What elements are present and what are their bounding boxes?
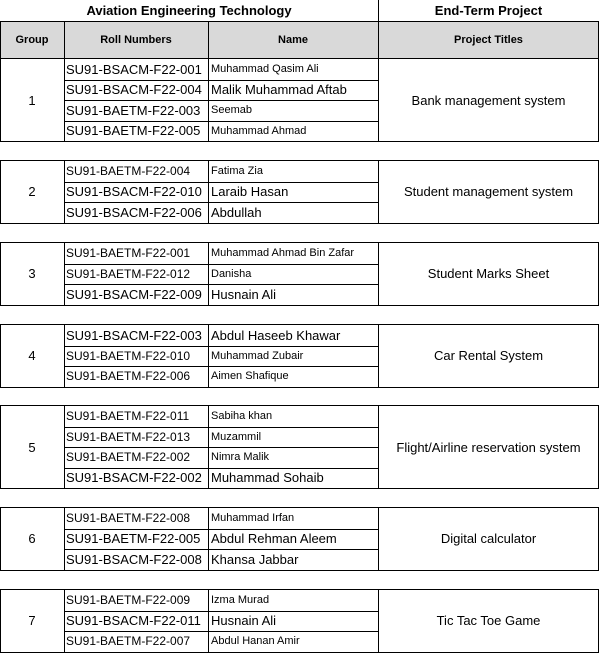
grid-line bbox=[0, 507, 599, 508]
project-title: Tic Tac Toe Game bbox=[436, 613, 541, 629]
grid-line bbox=[0, 405, 599, 406]
roll-number: SU91-BAETM-F22-011 bbox=[66, 409, 190, 424]
member-name: Abdullah bbox=[211, 204, 262, 220]
grid-line bbox=[64, 202, 378, 203]
grid-line bbox=[208, 242, 209, 306]
member-name: Danisha bbox=[211, 267, 252, 280]
grid-line bbox=[64, 366, 378, 367]
roll-number: SU91-BAETM-F22-001 bbox=[66, 246, 191, 261]
group-number: 2 bbox=[28, 184, 36, 200]
grid-line bbox=[64, 405, 65, 489]
grid-line bbox=[378, 242, 379, 306]
grid-line bbox=[0, 570, 599, 571]
roll-number: SU91-BAETM-F22-005 bbox=[66, 123, 201, 139]
grid-line bbox=[0, 58, 1, 142]
member-name: Aimen Shafique bbox=[211, 370, 289, 383]
grid-line bbox=[378, 58, 379, 142]
roll-number: SU91-BSACM-F22-008 bbox=[66, 551, 202, 567]
grid-line bbox=[64, 80, 378, 81]
roll-number: SU91-BAETM-F22-005 bbox=[66, 531, 201, 547]
roll-number: SU91-BSACM-F22-009 bbox=[66, 286, 202, 302]
member-name: Muhammad Irfan bbox=[211, 512, 295, 525]
grid-line bbox=[64, 121, 378, 122]
grid-line bbox=[0, 242, 599, 243]
roll-number: SU91-BAETM-F22-004 bbox=[66, 164, 191, 179]
project-title: Flight/Airline reservation system bbox=[396, 439, 581, 455]
grid-line bbox=[0, 488, 599, 489]
member-name: Muhammad Ahmad Bin Zafar bbox=[211, 247, 355, 260]
member-name: Abdul Rehman Aleem bbox=[211, 531, 337, 547]
member-name: Malik Muhammad Aftab bbox=[211, 82, 347, 98]
member-name: Nimra Malik bbox=[211, 451, 270, 464]
member-name: Izma Murad bbox=[211, 594, 270, 607]
grid-line bbox=[0, 305, 599, 306]
group-number: 7 bbox=[28, 613, 36, 629]
grid-line bbox=[64, 21, 65, 59]
roll-number: SU91-BSACM-F22-006 bbox=[66, 204, 202, 220]
roll-number: SU91-BAETM-F22-007 bbox=[66, 634, 191, 649]
group-number: 1 bbox=[28, 92, 36, 108]
grid-line bbox=[0, 242, 1, 306]
grid-line bbox=[378, 324, 379, 388]
roll-numbers-column-header: Roll Numbers bbox=[64, 21, 208, 58]
group-number: 3 bbox=[28, 266, 36, 282]
roll-number: SU91-BSACM-F22-001 bbox=[66, 61, 202, 77]
project-title: Digital calculator bbox=[440, 531, 537, 547]
group-number: 5 bbox=[28, 439, 36, 455]
project-titles-column-header: Project Titles bbox=[378, 21, 599, 58]
grid-line bbox=[64, 427, 378, 428]
name-column-header: Name bbox=[208, 21, 378, 58]
roll-number: SU91-BSACM-F22-002 bbox=[66, 470, 202, 486]
member-name: Fatima Zia bbox=[211, 165, 263, 178]
grid-line bbox=[378, 589, 379, 653]
grid-line bbox=[0, 324, 599, 325]
grid-line bbox=[378, 405, 379, 489]
grid-line bbox=[208, 160, 209, 224]
grid-line bbox=[208, 405, 209, 489]
group-column-header: Group bbox=[0, 21, 64, 58]
grid-line bbox=[64, 160, 65, 224]
project-title: Bank management system bbox=[411, 92, 566, 108]
grid-line bbox=[64, 611, 378, 612]
grid-line bbox=[64, 242, 65, 306]
grid-line bbox=[0, 141, 599, 142]
grid-line bbox=[64, 346, 378, 347]
project-title: Car Rental System bbox=[433, 348, 544, 364]
member-name: Muhammad Sohaib bbox=[211, 470, 324, 486]
grid-line bbox=[208, 21, 209, 59]
grid-line bbox=[378, 21, 379, 59]
member-name: Seemab bbox=[211, 104, 252, 117]
roll-number: SU91-BSACM-F22-004 bbox=[66, 82, 202, 98]
grid-line bbox=[64, 182, 378, 183]
grid-line bbox=[64, 264, 378, 265]
grid-line bbox=[0, 405, 1, 489]
roll-number: SU91-BAETM-F22-003 bbox=[66, 102, 201, 118]
member-name: Muhammad Zubair bbox=[211, 349, 304, 362]
grid-line bbox=[0, 589, 599, 590]
roll-number: SU91-BAETM-F22-002 bbox=[66, 450, 191, 465]
roll-number: SU91-BSACM-F22-010 bbox=[66, 184, 202, 200]
grid-line bbox=[0, 160, 1, 224]
grid-line bbox=[0, 21, 599, 22]
grid-line bbox=[0, 387, 599, 388]
member-name: Husnain Ali bbox=[211, 613, 277, 629]
grid-line bbox=[64, 529, 378, 530]
department-title: Aviation Engineering Technology bbox=[86, 3, 292, 18]
roll-number: SU91-BAETM-F22-009 bbox=[66, 593, 191, 608]
roll-number: SU91-BAETM-F22-012 bbox=[66, 266, 191, 281]
member-name: Muzammil bbox=[211, 430, 262, 443]
member-name: Abdul Haseeb Khawar bbox=[211, 327, 341, 343]
grid-line bbox=[64, 549, 378, 550]
project-title: Student Marks Sheet bbox=[427, 266, 550, 282]
grid-line bbox=[378, 0, 379, 21]
member-name: Laraib Hasan bbox=[211, 184, 289, 200]
grid-line bbox=[64, 468, 378, 469]
grid-line bbox=[208, 324, 209, 388]
member-name: Abdul Hanan Amir bbox=[211, 635, 300, 648]
grid-line bbox=[0, 324, 1, 388]
grid-line bbox=[64, 100, 378, 101]
grid-line bbox=[0, 21, 1, 59]
project-title: Student management system bbox=[403, 184, 574, 200]
roll-number: SU91-BAETM-F22-006 bbox=[66, 369, 191, 384]
grid-line bbox=[64, 324, 65, 388]
grid-line bbox=[0, 589, 1, 653]
grid-line bbox=[0, 160, 599, 161]
grid-line bbox=[64, 589, 65, 653]
grid-line bbox=[208, 58, 209, 142]
grid-line bbox=[0, 58, 599, 59]
roll-number: SU91-BSACM-F22-003 bbox=[66, 327, 202, 343]
member-name: Husnain Ali bbox=[211, 286, 277, 302]
grid-line bbox=[378, 507, 379, 571]
grid-line bbox=[208, 589, 209, 653]
grid-line bbox=[0, 507, 1, 571]
grid-line bbox=[64, 284, 378, 285]
roll-number: SU91-BAETM-F22-010 bbox=[66, 348, 191, 363]
project-section-title: End-Term Project bbox=[434, 3, 543, 18]
member-name: Muhammad Qasim Ali bbox=[211, 63, 319, 76]
group-number: 4 bbox=[28, 348, 36, 364]
grid-line bbox=[64, 58, 65, 142]
member-name: Muhammad Ahmad bbox=[211, 124, 307, 137]
roll-number: SU91-BSACM-F22-011 bbox=[66, 613, 201, 629]
member-name: Khansa Jabbar bbox=[211, 551, 299, 567]
grid-line bbox=[208, 507, 209, 571]
grid-line bbox=[64, 631, 378, 632]
grid-line bbox=[378, 160, 379, 224]
grid-line bbox=[0, 223, 599, 224]
grid-line bbox=[64, 447, 378, 448]
group-number: 6 bbox=[28, 531, 36, 547]
roll-number: SU91-BAETM-F22-013 bbox=[66, 429, 191, 444]
roll-number: SU91-BAETM-F22-008 bbox=[66, 511, 191, 526]
grid-line bbox=[64, 507, 65, 571]
member-name: Sabiha khan bbox=[211, 410, 273, 423]
